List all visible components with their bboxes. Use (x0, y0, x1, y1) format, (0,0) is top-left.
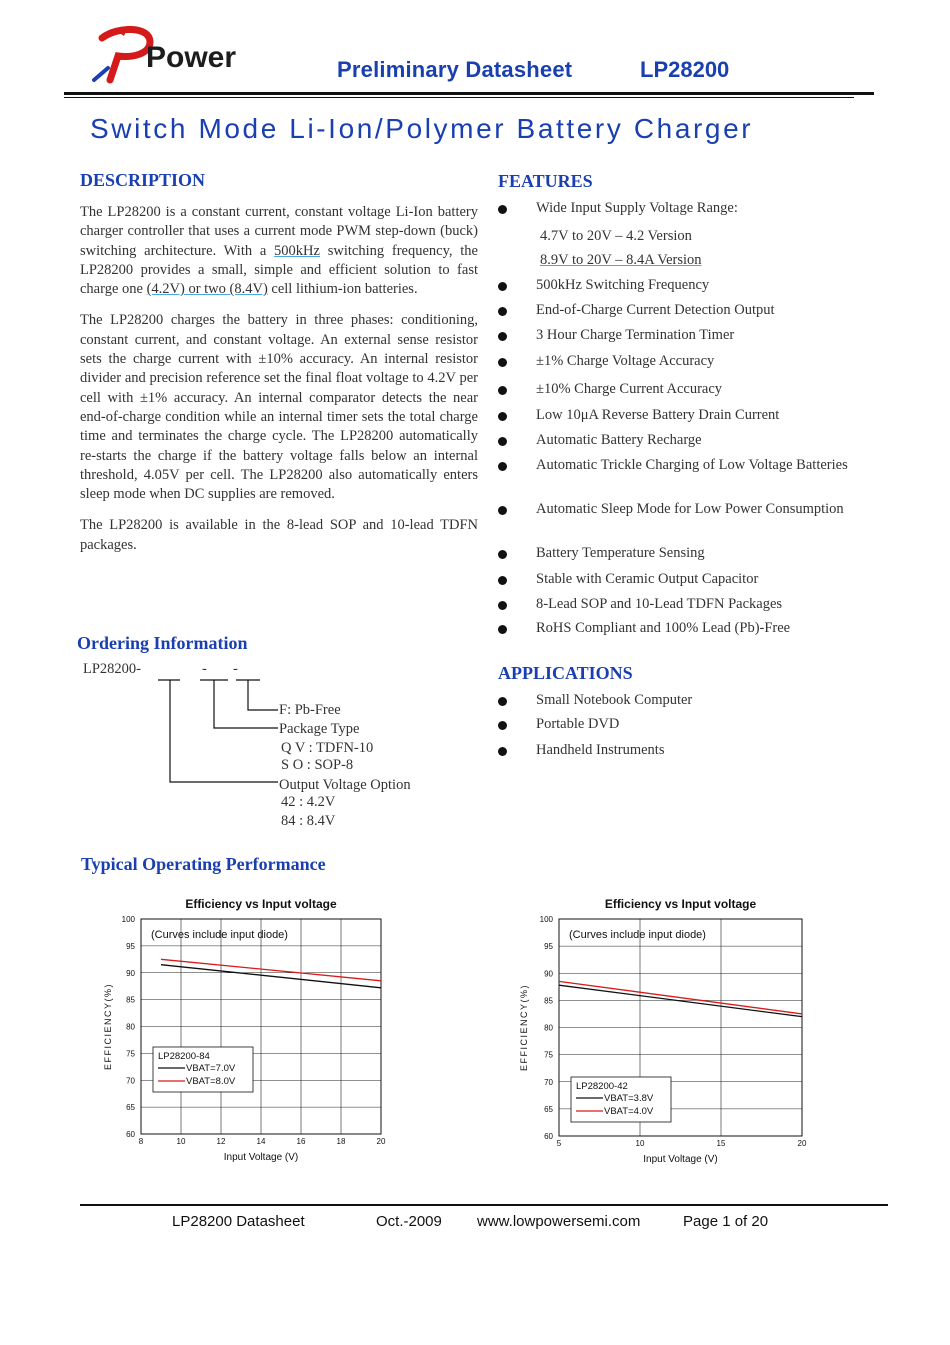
footer-date: Oct.-2009 (376, 1213, 442, 1230)
power-logo (88, 22, 238, 84)
x-axis-label: Input Voltage (V) (223, 1152, 299, 1163)
feature-item: Battery Temperature Sensing (498, 544, 858, 564)
y-tick-label: 65 (126, 1103, 135, 1113)
footer-page: Page 1 of 20 (683, 1213, 769, 1230)
footer-url[interactable]: www.lowpowersemi.com (477, 1213, 641, 1230)
header-rule (64, 92, 874, 95)
application-item: Portable DVD (498, 715, 858, 735)
feature-item: Automatic Trickle Charging of Low Voltage Batteries (498, 456, 858, 476)
package-so: S O : SOP-8 (281, 757, 354, 773)
y-tick-label: 80 (126, 1022, 135, 1032)
legend-label: VBAT=3.8V (604, 1093, 654, 1104)
legend-label: VBAT=8.0V (186, 1076, 236, 1087)
y-tick-label: 75 (544, 1050, 553, 1060)
pb-free-option: F: Pb-Free (279, 702, 341, 718)
feature-item: Automatic Sleep Mode for Low Power Consumption (498, 500, 858, 520)
y-tick-label: 65 (544, 1104, 553, 1114)
y-axis-label: EFFICIENCY(%) (103, 983, 113, 1070)
footer-doc-name: LP28200 Datasheet (172, 1213, 305, 1230)
ordering-dash: - (202, 661, 207, 677)
y-tick-label: 100 (121, 915, 135, 924)
bullet-icon (498, 625, 507, 634)
chart-title: Efficiency vs Input voltage (604, 897, 757, 911)
ordering-heading: Ordering Information (77, 633, 248, 653)
y-tick-label: 70 (126, 1076, 135, 1086)
x-tick-label: 10 (635, 1139, 645, 1148)
bullet-icon (498, 506, 507, 515)
application-item: Handheld Instruments (498, 741, 858, 761)
chart-note: (Curves include input diode) (151, 929, 288, 941)
cell-voltage-link[interactable]: (4.2V) or two (8.4V) (146, 281, 268, 298)
ordering-code: LP28200- (83, 661, 141, 677)
y-tick-label: 60 (544, 1132, 553, 1141)
y-tick-label: 95 (544, 942, 553, 952)
feature-item: Low 10μA Reverse Battery Drain Current (498, 406, 858, 426)
bullet-icon (498, 462, 507, 471)
y-tick-label: 70 (544, 1077, 553, 1087)
efficiency-chart-42 (512, 892, 812, 1177)
bullet-icon (498, 601, 507, 610)
bullet-icon (498, 358, 507, 367)
feature-item: Wide Input Supply Voltage Range: (498, 199, 858, 219)
bullet-icon (498, 332, 507, 341)
application-item: Small Notebook Computer (498, 691, 858, 711)
x-tick-label: 16 (296, 1137, 306, 1146)
ordering-diagram (150, 672, 280, 792)
package-qv: Q V : TDFN-10 (281, 740, 374, 756)
description-paragraph: The LP28200 is available in the 8-lead SOP and 10-lead TDFN packages. (80, 517, 478, 553)
ordering-dash: - (233, 661, 238, 677)
x-tick-label: 5 (556, 1139, 562, 1148)
x-tick-label: 18 (336, 1137, 346, 1146)
footer-rule (80, 1204, 888, 1206)
bullet-icon (498, 550, 507, 559)
y-tick-label: 85 (544, 996, 553, 1006)
x-tick-label: 15 (716, 1139, 726, 1148)
feature-item: ±1% Charge Voltage Accuracy (498, 352, 858, 372)
feature-item: 500kHz Switching Frequency (498, 276, 858, 296)
x-tick-label: 12 (216, 1137, 226, 1146)
series-line (161, 959, 381, 981)
description-body (80, 203, 478, 567)
legend-title: LP28200-42 (576, 1081, 628, 1092)
feature-item: ±10% Charge Current Accuracy (498, 380, 858, 400)
datasheet-label: Preliminary Datasheet (337, 57, 573, 82)
bullet-icon (498, 697, 507, 706)
x-axis-label: Input Voltage (V) (643, 1154, 718, 1165)
y-tick-label: 80 (544, 1023, 553, 1033)
series-line (559, 981, 802, 1014)
output-voltage-label: Output Voltage Option (279, 777, 411, 793)
frequency-link[interactable]: 500kHz (274, 242, 320, 259)
efficiency-chart-84 (96, 892, 396, 1177)
part-number: LP28200 (640, 57, 730, 82)
feature-range-42: 4.7V to 20V – 4.2 Version (540, 228, 692, 244)
chart-title: Efficiency vs Input voltage (185, 897, 337, 911)
bullet-icon (498, 721, 507, 730)
description-heading: DESCRIPTION (80, 170, 206, 190)
description-paragraph: The LP28200 charges the battery in three phases: conditioning, constant current, and constant voltage. An external sense resistor sets the charge current with ±10% accuracy. An internal resistor divider and precision reference set the final float voltage to 4.2V per cell with ±1% accuracy. An internal comparator detects the near end-of-charge condition while an internal timer sets the total charge time and terminates the charge cycle. The LP28200 automatically re-starts the charge if the battery voltage falls below an internal threshold, 4.05V per cell. The LP28200 also automatically enters sleep mode when DC supplies are removed. (80, 312, 478, 503)
applications-heading: APPLICATIONS (498, 663, 633, 683)
legend-label: VBAT=4.0V (604, 1106, 654, 1117)
performance-heading: Typical Operating Performance (81, 854, 326, 874)
bullet-icon (498, 437, 507, 446)
x-tick-label: 8 (138, 1137, 144, 1146)
feature-item: RoHS Compliant and 100% Lead (Pb)-Free (498, 619, 858, 639)
voltage-option-42: 42 : 4.2V (281, 794, 336, 810)
y-tick-label: 100 (539, 915, 553, 924)
feature-item: End-of-Charge Current Detection Output (498, 301, 858, 321)
chart-note: (Curves include input diode) (569, 929, 706, 941)
logo-text: Power (146, 41, 237, 74)
legend-title: LP28200-84 (158, 1051, 210, 1062)
bullet-icon (498, 412, 507, 421)
y-tick-label: 90 (544, 969, 553, 979)
x-tick-label: 14 (256, 1137, 266, 1146)
y-tick-label: 90 (126, 968, 135, 978)
bullet-icon (498, 386, 507, 395)
y-axis-label: EFFICIENCY(%) (519, 984, 529, 1071)
x-tick-label: 20 (797, 1139, 807, 1148)
y-tick-label: 95 (126, 941, 135, 951)
feature-item: Stable with Ceramic Output Capacitor (498, 570, 858, 590)
series-line (161, 965, 381, 988)
feature-item: 3 Hour Charge Termination Timer (498, 326, 858, 346)
y-tick-label: 60 (126, 1130, 135, 1139)
y-tick-label: 75 (126, 1049, 135, 1059)
features-heading: FEATURES (498, 171, 593, 191)
y-tick-label: 85 (126, 995, 135, 1005)
bullet-icon (498, 307, 507, 316)
description-paragraph: The LP28200 is a constant current, constant voltage Li-Ion battery charger controller that uses a current mode PWM step-down (buck) switching architecture. With a 500kHz switching frequency, the LP28200 provides a small, simple and efficient solution to fast charge one (4.2V) or two (8.4V) cell lithium-ion batteries. (80, 204, 478, 298)
feature-item: Automatic Battery Recharge (498, 431, 858, 451)
bullet-icon (498, 576, 507, 585)
feature-item: 8-Lead SOP and 10-Lead TDFN Packages (498, 595, 858, 615)
feature-range-84[interactable]: 8.9V to 20V – 8.4A Version (540, 252, 702, 268)
package-type-label: Package Type (279, 721, 360, 737)
bullet-icon (498, 747, 507, 756)
header-rule-thin (64, 97, 854, 98)
page-title: Switch Mode Li-Ion/Polymer Battery Charger (90, 113, 754, 144)
x-tick-label: 20 (376, 1137, 386, 1146)
legend-label: VBAT=7.0V (186, 1063, 236, 1074)
bullet-icon (498, 282, 507, 291)
series-line (559, 985, 802, 1016)
x-tick-label: 10 (176, 1137, 186, 1146)
voltage-option-84: 84 : 8.4V (281, 813, 336, 829)
bullet-icon (498, 205, 507, 214)
